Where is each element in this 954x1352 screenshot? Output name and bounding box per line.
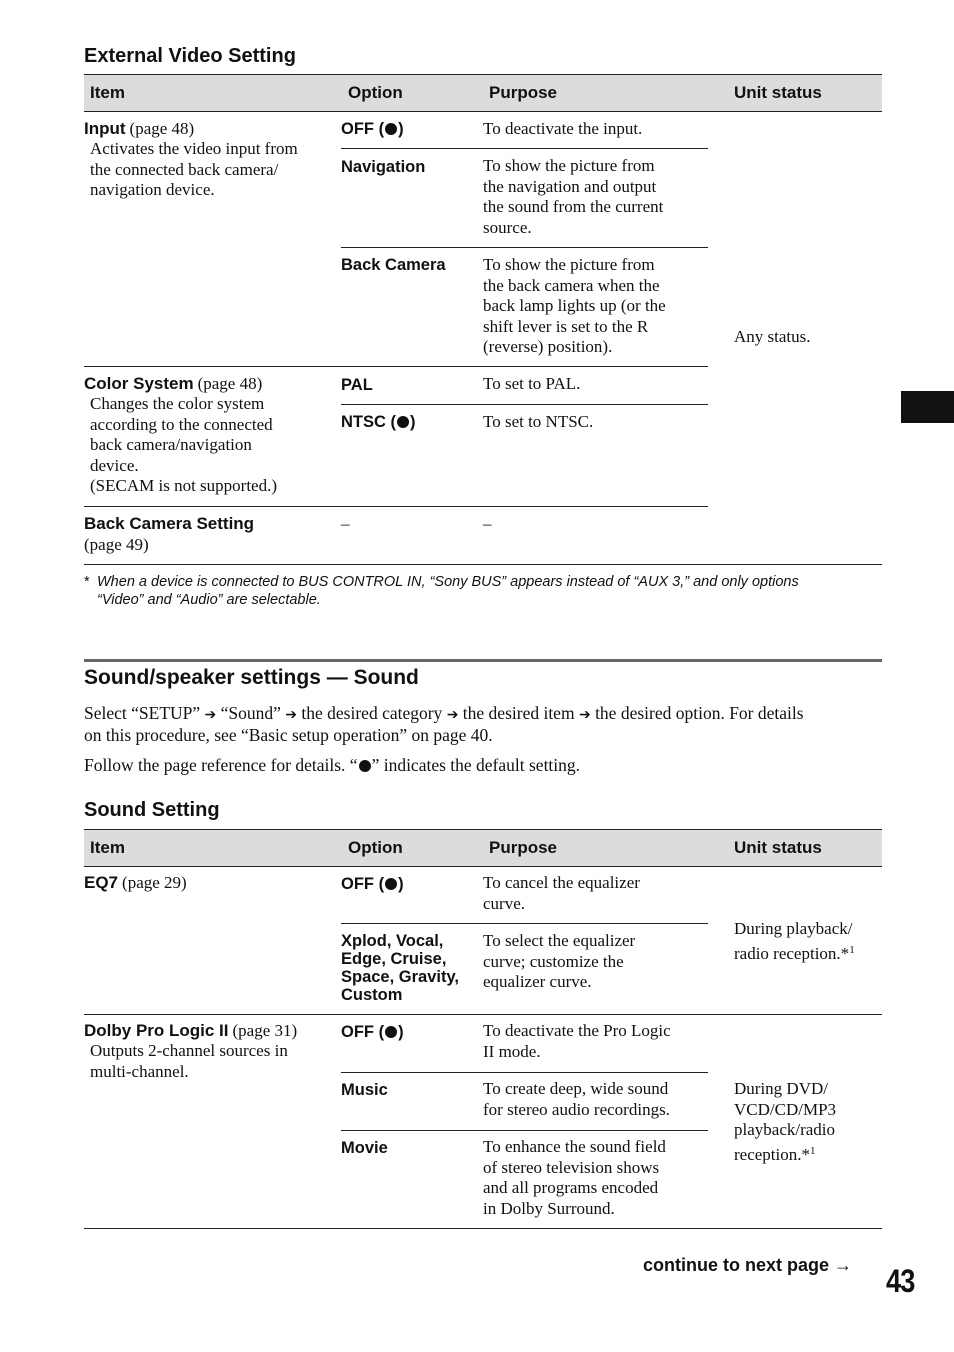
- default-dot-icon: [397, 416, 409, 428]
- option-back-camera: Back Camera: [341, 256, 446, 274]
- default-setting-note: Follow the page reference for details. “ ” indicates the default setting.: [84, 755, 581, 775]
- dolby-page: (page 31): [232, 1021, 298, 1040]
- col-option: Option: [348, 83, 403, 102]
- unit-status-eq7: During playback/ radio reception.*$^1$: [734, 919, 855, 963]
- option-movie: Movie: [341, 1139, 388, 1157]
- back-camera-setting-item: [84, 514, 254, 555]
- default-dot-icon: [385, 878, 397, 890]
- option-pal: PAL: [341, 376, 373, 394]
- option-ntsc: NTSC ( ): [341, 413, 416, 431]
- sound-section-title: Sound/speaker settings — Sound: [84, 666, 419, 689]
- divider: [341, 148, 708, 149]
- color-system-desc: Changes the color system according to the connected back camera/navigation device. (SECAM is not supported.): [90, 394, 277, 495]
- default-dot-icon: [359, 760, 371, 772]
- continue-to-next-page: continue to next page →: [643, 1255, 853, 1275]
- option-navigation: Navigation: [341, 158, 426, 176]
- purpose-input-off: To deactivate the input.: [483, 119, 643, 138]
- row-divider: [84, 1014, 882, 1015]
- section-tab-marker: [901, 391, 954, 423]
- arrow-right-icon: →: [834, 1255, 853, 1275]
- option-eq7-off: OFF ( ): [341, 875, 404, 893]
- col-item: Item: [90, 83, 125, 102]
- dolby-desc: Outputs 2-channel sources in multi-channel.: [90, 1041, 288, 1081]
- col-purpose: Purpose: [489, 83, 558, 102]
- purpose-dolby-off: To deactivate the Pro Logic II mode.: [483, 1021, 671, 1061]
- arrow-icon: ➔: [204, 706, 217, 722]
- divider: [341, 404, 708, 405]
- back-camera-setting-name: Back Camera Setting: [84, 514, 255, 533]
- unit-status-any: Any status.: [734, 327, 811, 346]
- purpose-eq7-presets: To select the equalizer curve; customize the equalizer curve.: [483, 931, 636, 991]
- back-camera-setting-page: (page 49): [84, 535, 149, 554]
- purpose-navigation: To show the picture from the navigation and output the sound from the current source.: [483, 156, 664, 237]
- eq7-name: EQ7: [84, 873, 119, 892]
- option-music: Music: [341, 1081, 388, 1099]
- input-item-page: (page 48): [129, 119, 195, 138]
- divider: [341, 923, 708, 924]
- color-system-page: (page 48): [197, 374, 263, 393]
- purpose-pal: To set to PAL.: [483, 374, 581, 393]
- page-number: 43: [886, 1263, 915, 1299]
- footnote: * When a device is connected to BUS CONTROL IN, “Sony BUS” appears instead of “AUX 3,” and only options “Video” and “Audio” are selectable.: [84, 574, 799, 608]
- divider: [341, 247, 708, 248]
- external-video-title: External Video Setting: [84, 45, 296, 67]
- col-item: Item: [90, 838, 125, 857]
- sound-table-header: [84, 829, 882, 867]
- purpose-movie: To enhance the sound field of stereo television shows and all programs encoded in Dolby Surround.: [483, 1137, 666, 1218]
- unit-status-dolby: During DVD/ VCD/CD/MP3 playback/radio reception.*$^1$: [734, 1079, 837, 1164]
- option-eq7-presets: Xplod, Vocal, Edge, Cruise, Space, Gravity, Custom: [341, 932, 460, 1004]
- eq7-item: [84, 873, 187, 893]
- color-system-name: Color System: [84, 374, 194, 393]
- input-item-desc: Activates the video input from the connected back camera/ navigation device.: [90, 139, 298, 199]
- input-item: [84, 119, 334, 201]
- arrow-icon: ➔: [285, 706, 298, 722]
- table-bottom-border: [84, 1228, 882, 1229]
- default-dot-icon: [385, 1026, 397, 1038]
- purpose-eq7-off: To cancel the equalizer curve.: [483, 873, 640, 913]
- col-purpose: Purpose: [489, 838, 558, 857]
- divider: [341, 1072, 708, 1073]
- option-dolby-off: OFF ( ): [341, 1023, 404, 1041]
- purpose-back-camera: To show the picture from the back camera when the back lamp lights up (or the shift lever is set to the R (reverse) position).: [483, 255, 666, 356]
- external-video-table-header: [84, 74, 882, 112]
- table-bottom-border: [84, 564, 882, 565]
- divider: [341, 1130, 708, 1131]
- color-system-item: [84, 374, 334, 497]
- back-camera-purpose-dash: –: [483, 514, 492, 533]
- sound-setting-title: Sound Setting: [84, 799, 220, 821]
- col-unit-status: Unit status: [734, 83, 822, 102]
- row-divider: [84, 366, 708, 367]
- dolby-item: [84, 1021, 334, 1082]
- input-item-name: Input: [84, 119, 126, 138]
- arrow-icon: ➔: [446, 706, 459, 722]
- arrow-icon: ➔: [578, 706, 591, 722]
- section-rule: [84, 659, 882, 662]
- sound-intro-paragraph: Select “SETUP” ➔ “Sound” ➔ the desired category ➔ the desired item ➔ the desired option. For details on this procedure, see “Basic setup operation” on page 40.: [84, 703, 804, 745]
- default-dot-icon: [385, 123, 397, 135]
- dolby-name: Dolby Pro Logic II: [84, 1021, 229, 1040]
- back-camera-option-dash: –: [341, 514, 350, 533]
- eq7-page: (page 29): [122, 873, 187, 892]
- purpose-ntsc: To set to NTSC.: [483, 412, 594, 431]
- purpose-music: To create deep, wide sound for stereo audio recordings.: [483, 1079, 670, 1119]
- col-option: Option: [348, 838, 403, 857]
- row-divider: [84, 506, 708, 507]
- col-unit-status: Unit status: [734, 838, 822, 857]
- option-input-off: OFF ( ): [341, 120, 404, 138]
